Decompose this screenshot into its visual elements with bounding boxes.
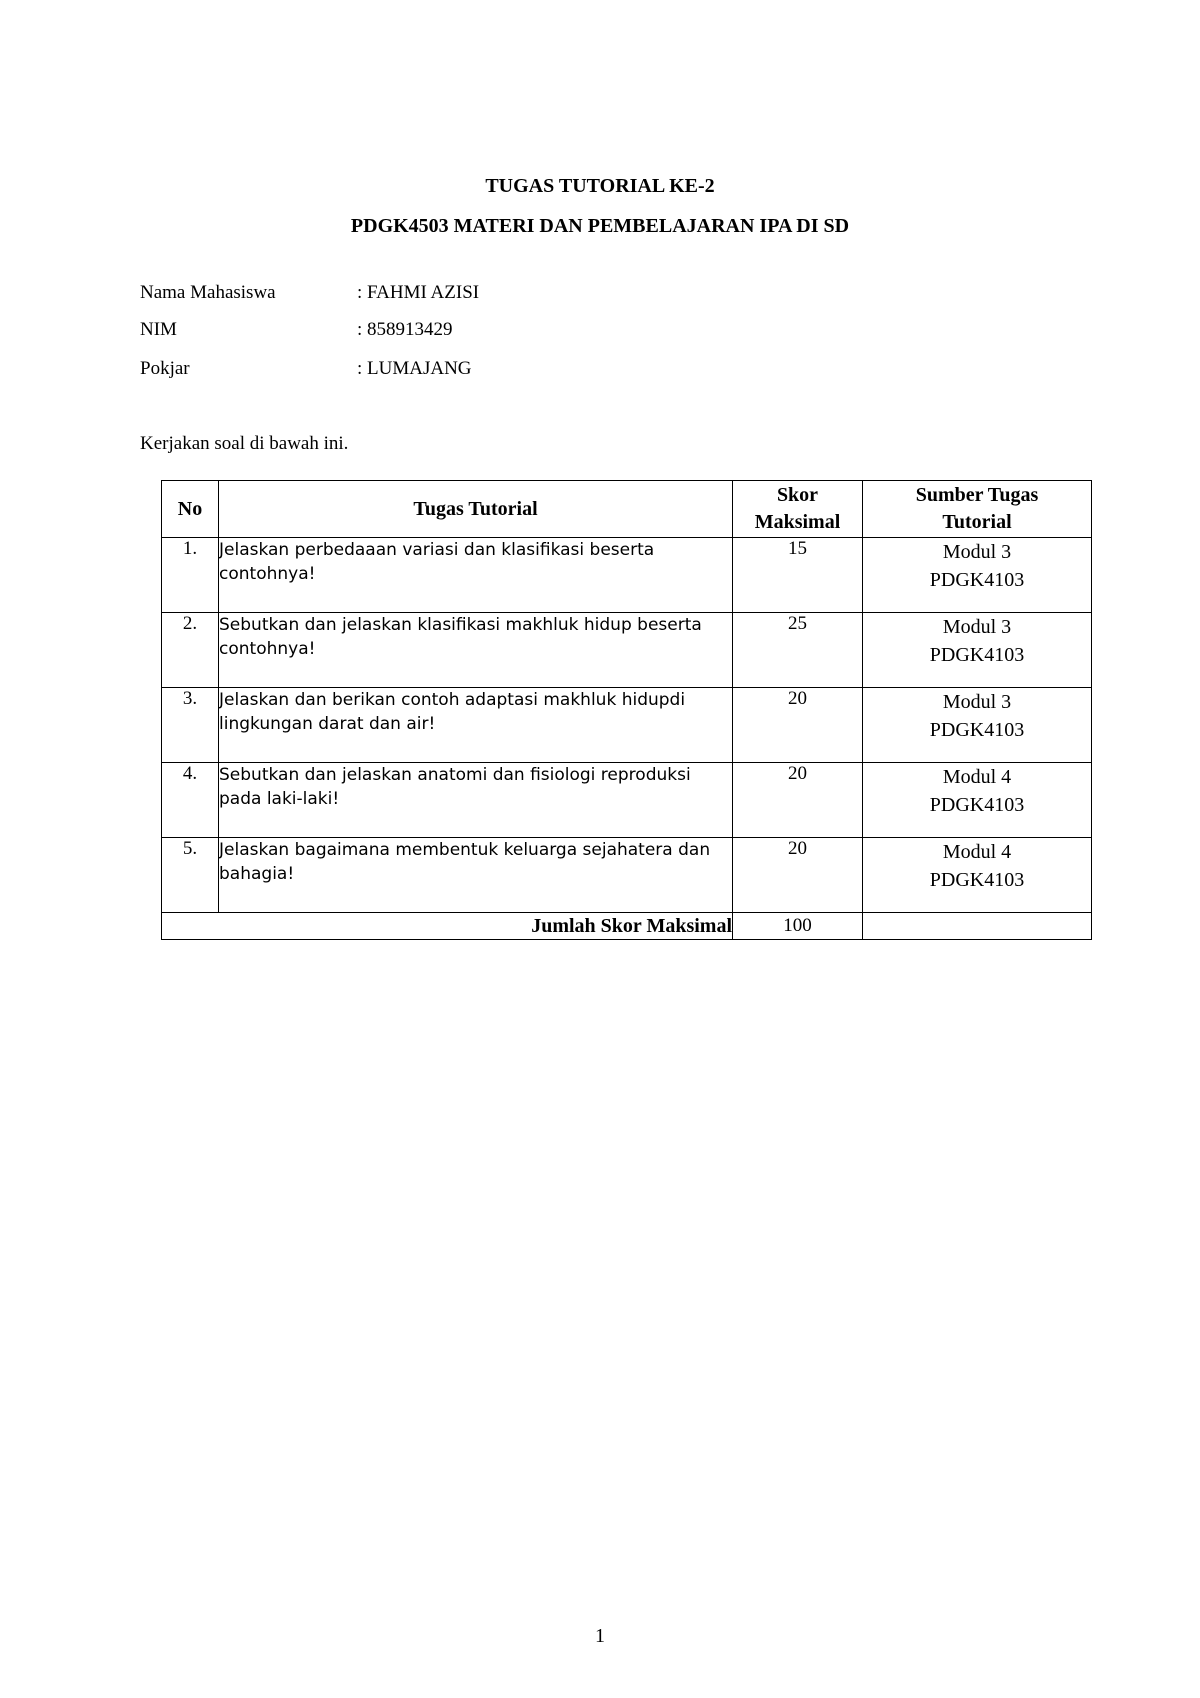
table-row — [162, 613, 1092, 688]
row-task: Jelaskan dan berikan contoh adaptasi makhluk hidupdi lingkungan darat dan air! — [219, 688, 733, 763]
table-row — [162, 838, 1092, 913]
row-source-module: Modul 3 — [942, 616, 1012, 638]
total-value: 100 — [733, 913, 863, 940]
row-source — [863, 838, 1092, 913]
row-source-code: PDGK4103 — [929, 794, 1025, 816]
table-row — [162, 763, 1092, 838]
header-task: Tugas Tutorial — [219, 481, 733, 538]
row-task: Sebutkan dan jelaskan klasifikasi makhluk hidup beserta contohnya! — [219, 613, 733, 688]
table-header-row — [162, 481, 1092, 538]
row-source-module: Modul 3 — [942, 541, 1012, 563]
student-nim-value: : 858913429 — [357, 319, 453, 340]
row-number: 3. — [162, 688, 219, 763]
student-pokjar-value: : LUMAJANG — [357, 358, 472, 379]
row-number: 2. — [162, 613, 219, 688]
row-task: Sebutkan dan jelaskan anatomi dan fisiologi reproduksi pada laki-laki! — [219, 763, 733, 838]
row-score: 25 — [733, 613, 863, 688]
total-source-empty — [863, 913, 1092, 940]
student-nim-label: NIM — [140, 319, 177, 340]
table-row — [162, 688, 1092, 763]
header-score-line1: Skor — [776, 484, 819, 506]
instruction-text: Kerjakan soal di bawah ini. — [140, 433, 349, 454]
row-number: 1. — [162, 538, 219, 613]
course-title: PDGK4503 MATERI DAN PEMBELAJARAN IPA DI SD — [350, 215, 850, 237]
header-no: No — [162, 481, 219, 538]
row-source — [863, 763, 1092, 838]
row-source-code: PDGK4103 — [929, 644, 1025, 666]
table-row — [162, 538, 1092, 613]
row-task: Jelaskan bagaimana membentuk keluarga sejahatera dan bahagia! — [219, 838, 733, 913]
row-task: Jelaskan perbedaaan variasi dan klasifikasi beserta contohnya! — [219, 538, 733, 613]
row-source — [863, 538, 1092, 613]
row-number: 5. — [162, 838, 219, 913]
student-name-value: : FAHMI AZISI — [357, 282, 480, 303]
row-source-module: Modul 4 — [942, 841, 1012, 863]
total-row — [162, 913, 1092, 940]
row-number: 4. — [162, 763, 219, 838]
header-source-line2: Tutorial — [942, 511, 1012, 533]
row-source — [863, 613, 1092, 688]
header-score-line2: Maksimal — [754, 511, 841, 533]
header-source — [863, 481, 1092, 538]
total-label: Jumlah Skor Maksimal — [162, 913, 733, 940]
row-source-code: PDGK4103 — [929, 569, 1025, 591]
row-source-module: Modul 4 — [942, 766, 1012, 788]
row-source-module: Modul 3 — [942, 691, 1012, 713]
document-title: TUGAS TUTORIAL KE-2 — [485, 175, 715, 197]
tutorial-task-table — [161, 480, 1092, 940]
row-source — [863, 688, 1092, 763]
row-source-code: PDGK4103 — [929, 719, 1025, 741]
row-source-code: PDGK4103 — [929, 869, 1025, 891]
header-source-line1: Sumber Tugas — [915, 484, 1039, 506]
header-score — [733, 481, 863, 538]
student-name-label: Nama Mahasiswa — [140, 282, 276, 303]
row-score: 15 — [733, 538, 863, 613]
student-pokjar-label: Pokjar — [140, 358, 190, 379]
row-score: 20 — [733, 763, 863, 838]
row-score: 20 — [733, 688, 863, 763]
row-score: 20 — [733, 838, 863, 913]
page-number: 1 — [595, 1625, 605, 1647]
